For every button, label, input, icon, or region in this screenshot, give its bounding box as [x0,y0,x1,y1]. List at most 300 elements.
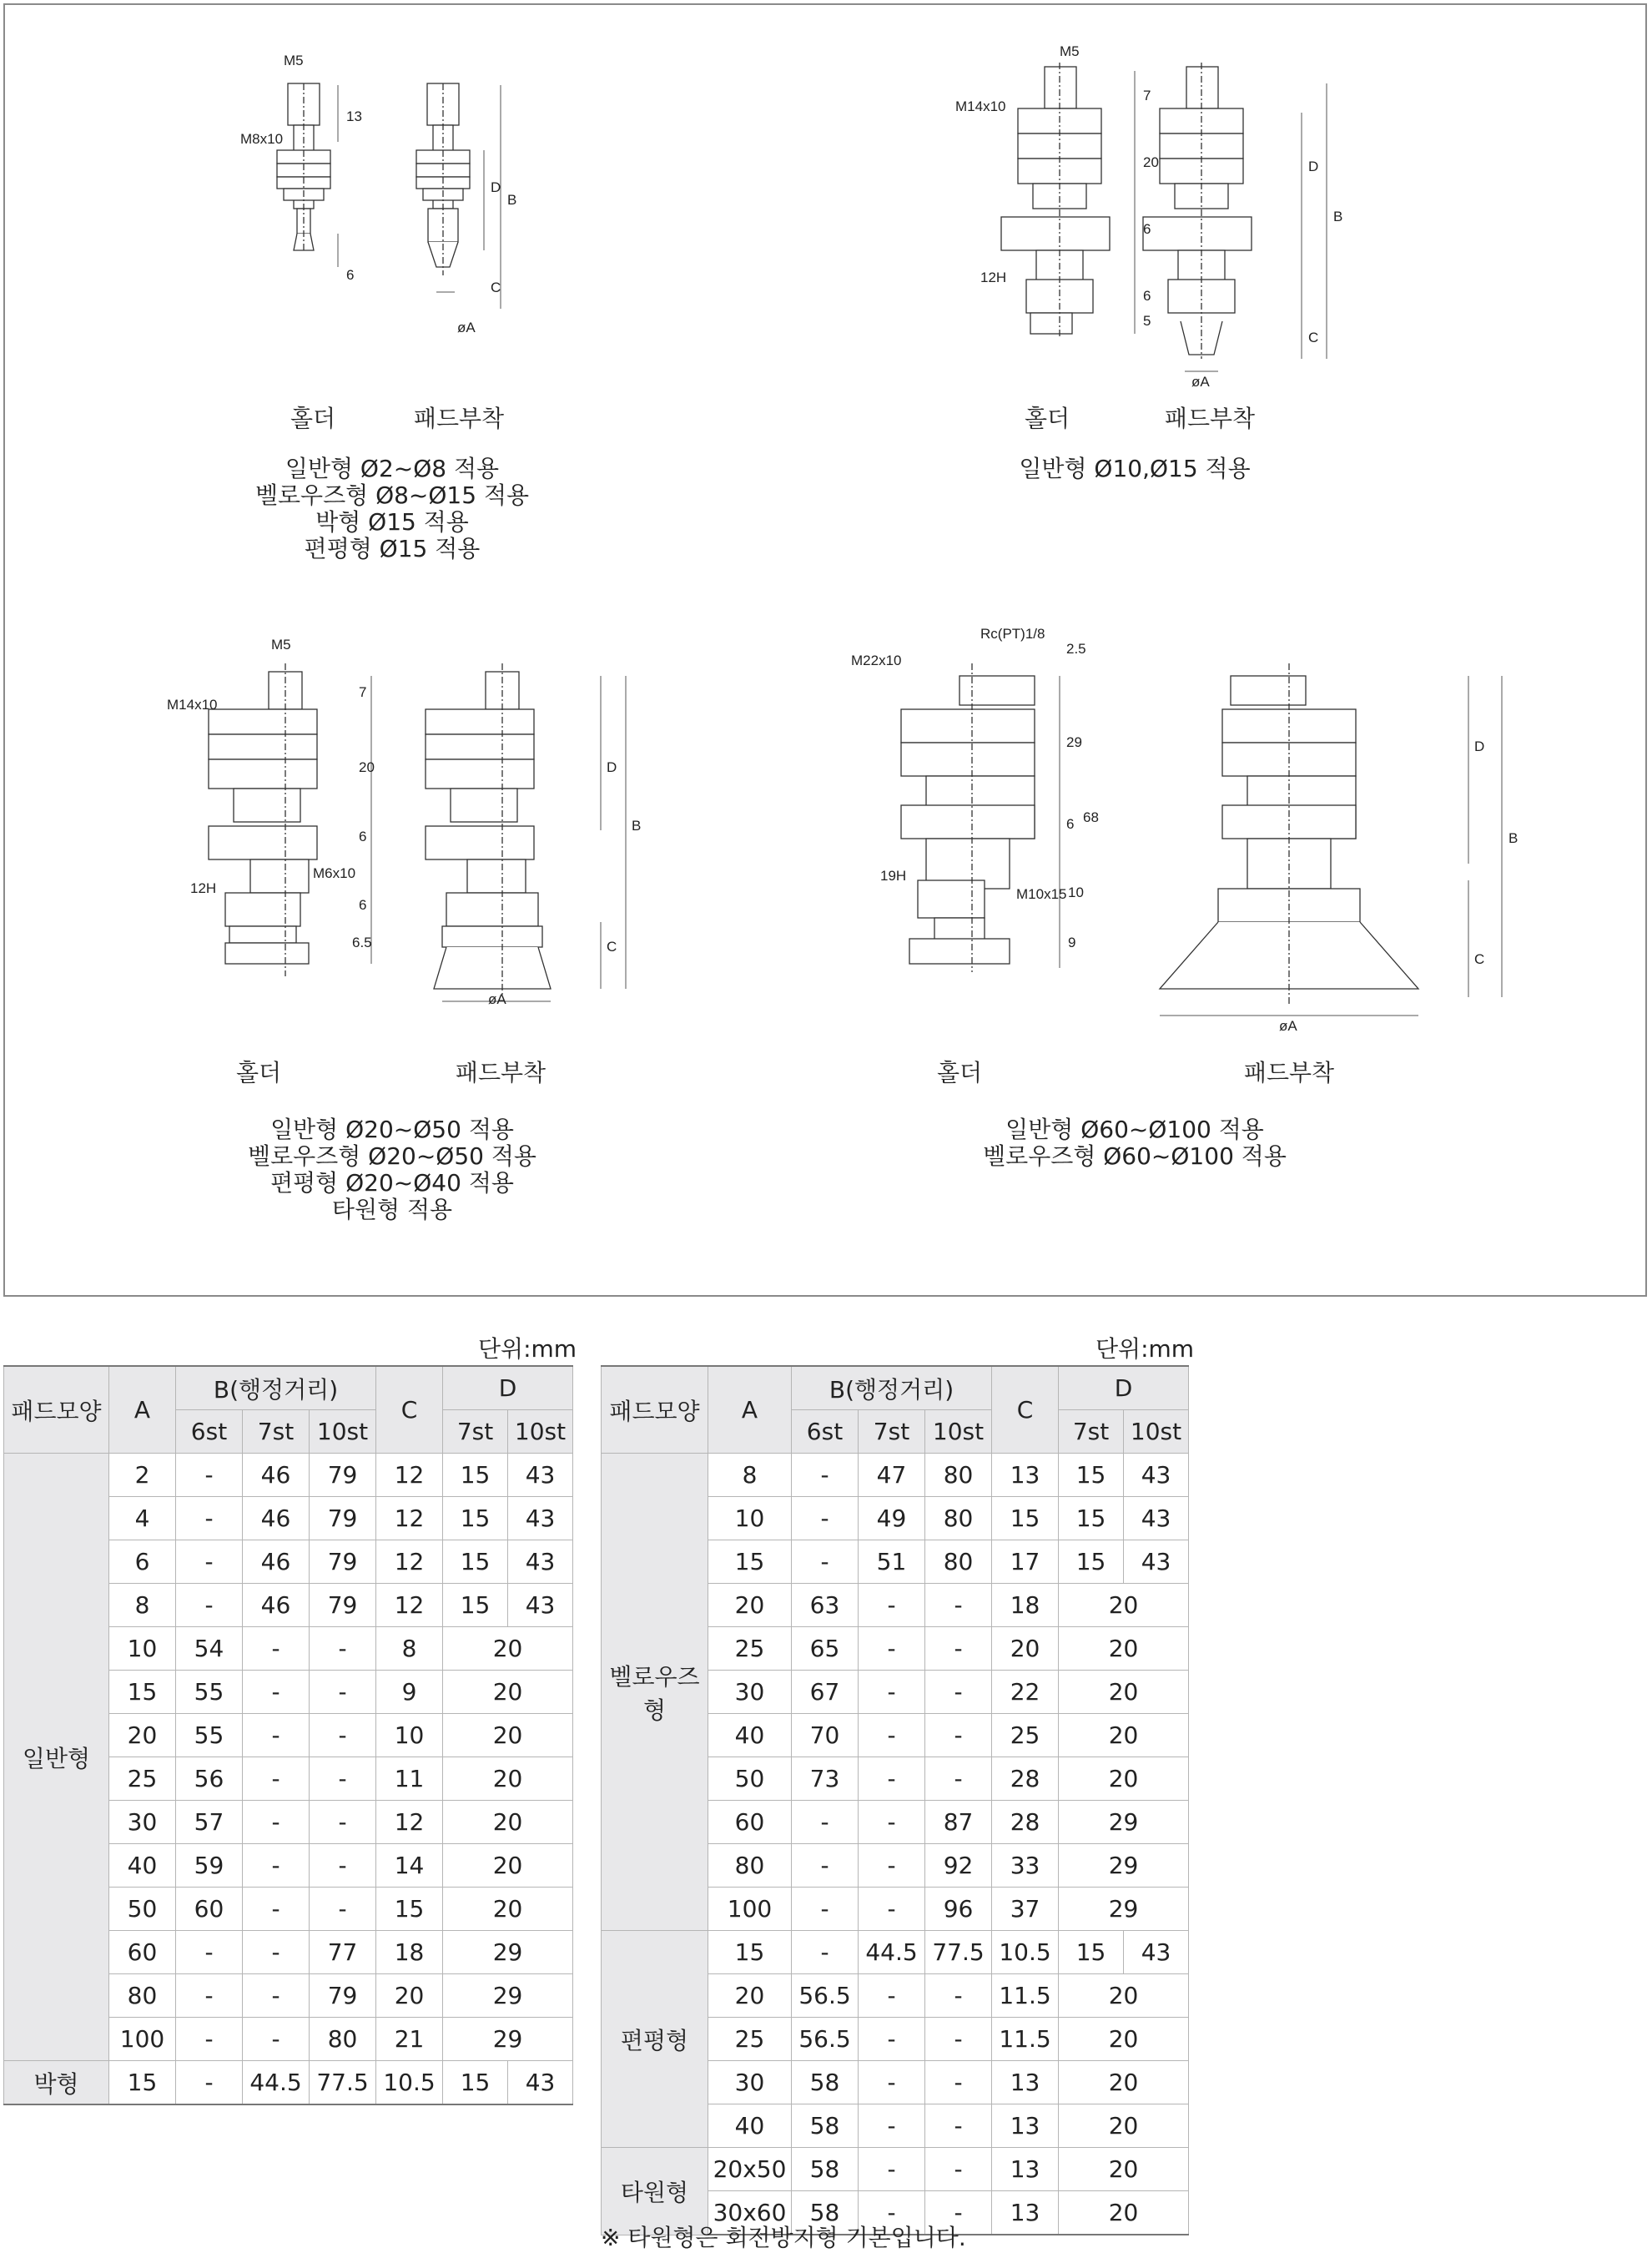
table-cell: 12 [376,1584,443,1627]
table-cell: 40 [109,1844,176,1888]
table-cell: 55 [176,1671,243,1714]
dim-d: D [607,759,617,775]
figure-3-drawing [159,626,659,1026]
table-cell: 60 [708,1801,792,1844]
table-cell: 43 [508,2061,573,2105]
figure-1-label-holder: 홀더 [290,405,336,432]
header-b-10st: 10st [310,1410,376,1454]
figure-3-note: 일반형 Ø20~Ø50 적용 [270,1116,514,1143]
table-cell: - [310,1627,376,1671]
table-cell: - [243,1844,310,1888]
table-row [4,2061,573,2105]
table-cell: - [925,1671,992,1714]
table-cell: - [925,1627,992,1671]
table-cell: 15 [1059,1931,1124,1974]
figure-2-notes [926,456,1343,482]
table-cell: 79 [310,1454,376,1497]
table-cell: 58 [792,2104,859,2148]
dim-9: 9 [1068,935,1076,950]
table-cell: 20 [1059,2018,1189,2061]
dim-6: 6 [359,829,367,844]
table-cell: 20 [1059,1584,1189,1627]
table-cell: 10 [109,1627,176,1671]
table-cell: 77.5 [925,1931,992,1974]
header-a: A [708,1366,792,1454]
table-cell: - [310,1844,376,1888]
table-cell: - [925,2018,992,2061]
table-cell: - [925,2148,992,2191]
figure-1-drawing [225,42,584,350]
table-cell: 20 [376,1974,443,2018]
table-cell: 44.5 [859,1931,925,1974]
table-cell: - [859,2018,925,2061]
header-d: D [443,1366,573,1410]
header-b-6st: 6st [176,1410,243,1454]
table-cell: - [176,1454,243,1497]
dim-d: D [1474,738,1485,754]
table-cell: - [925,1714,992,1757]
spec-table-left [3,1365,573,2105]
table-cell: 18 [376,1931,443,1974]
table-cell: 8 [376,1627,443,1671]
header-pad-shape: 패드모양 [602,1366,708,1454]
table-cell: 50 [708,1757,792,1801]
figure-4-drawing [834,613,1535,1039]
table-cell: 77 [310,1931,376,1974]
dim-c: C [1474,951,1485,967]
table-cell: 51 [859,1540,925,1584]
table-cell: - [859,1671,925,1714]
table-cell: 79 [310,1540,376,1584]
table-cell: 20 [1059,2191,1189,2235]
table-cell: 80 [310,2018,376,2061]
dim-m5: M5 [284,53,304,68]
table-cell: 20 [1059,1714,1189,1757]
table-cell: 20 [443,1714,573,1757]
dim-m14x10: M14x10 [955,98,1006,114]
table-cell: - [792,1454,859,1497]
table-cell: 96 [925,1888,992,1931]
dim-c: C [1308,330,1319,345]
table-cell: 49 [859,1497,925,1540]
table-cell: 20 [1059,1974,1189,2018]
table-cell: 67 [792,1671,859,1714]
table-cell: - [859,1584,925,1627]
header-b-7st: 7st [859,1410,925,1454]
table-cell: - [176,2061,243,2105]
table-cell: 30 [708,2061,792,2104]
table-cell: 11 [376,1757,443,1801]
table-cell: - [859,1757,925,1801]
table-cell: 30 [708,1671,792,1714]
table-cell: - [859,2104,925,2148]
table-cell: 60 [109,1931,176,1974]
table-cell: 4 [109,1497,176,1540]
table-cell: 46 [243,1454,310,1497]
table-cell: 29 [443,1974,573,2018]
table-cell: - [176,2018,243,2061]
table-cell: 10.5 [376,2061,443,2105]
table-cell: - [792,1844,859,1888]
table-cell: 40 [708,1714,792,1757]
figure-1-note: 편평형 Ø15 적용 [304,535,481,562]
table-cell: 92 [925,1844,992,1888]
figure-1-note: 박형 Ø15 적용 [315,508,469,536]
table-cell: 25 [708,1627,792,1671]
table-cell: 43 [508,1540,573,1584]
figure-3-label-holder: 홀더 [235,1059,282,1086]
table-cell: 58 [792,2061,859,2104]
unit-label-right: 단위:mm [1095,1335,1195,1363]
table-cell: 73 [792,1757,859,1801]
table-cell: 65 [792,1627,859,1671]
table-cell: - [859,2148,925,2191]
dim-7: 7 [359,684,367,700]
table-cell: 15 [708,1931,792,1974]
table-cell: - [859,1888,925,1931]
table-cell: 12 [376,1497,443,1540]
dim-12h: 12H [190,880,217,896]
dim-m5: M5 [271,637,291,653]
dim-m10x15: M10x15 [1016,886,1067,902]
figure-1-label-pad: 패드부착 [413,405,505,432]
table-cell: - [176,1584,243,1627]
dim-6: 6 [1143,221,1151,237]
dim-b: B [632,818,642,834]
table-cell: 15 [109,1671,176,1714]
table-cell: 20 [1059,1671,1189,1714]
dim-b: B [1508,830,1519,846]
table-cell: 29 [1059,1844,1189,1888]
figure-3-note: 벨로우즈형 Ø20~Ø50 적용 [248,1142,536,1170]
dim-c: C [607,939,617,955]
table-cell: - [176,1540,243,1584]
dim-oa: øA [488,991,506,1007]
dim-6: 6 [1143,288,1151,304]
table-cell: 57 [176,1801,243,1844]
table-cell: 43 [508,1454,573,1497]
table-cell: 10 [376,1714,443,1757]
table-cell: 43 [508,1497,573,1540]
table-cell: - [243,2018,310,2061]
figure-3-note: 타원형 적용 [331,1196,453,1223]
table-cell: - [310,1671,376,1714]
dim-20: 20 [359,759,375,775]
table-cell: 21 [376,2018,443,2061]
table-cell: 8 [708,1454,792,1497]
table-cell: - [925,2191,992,2235]
figure-1-note: 일반형 Ø2~Ø8 적용 [285,455,500,482]
table-cell: 20 [1059,2104,1189,2148]
table-cell: 46 [243,1497,310,1540]
table-cell: 30 [109,1801,176,1844]
header-b-6st: 6st [792,1410,859,1454]
table-cell: 15 [376,1888,443,1931]
table-cell: 15 [443,1540,508,1584]
table-cell: 29 [1059,1888,1189,1931]
table-cell: 20 [992,1627,1059,1671]
table-cell: 18 [992,1584,1059,1627]
table-cell: - [792,1888,859,1931]
table-row [602,2148,1189,2191]
table-cell: 58 [792,2148,859,2191]
table-cell: 59 [176,1844,243,1888]
dim-68: 68 [1083,809,1099,825]
table-cell: - [310,1888,376,1931]
table-cell: 20 [109,1714,176,1757]
dim-5: 5 [1143,313,1151,329]
dim-m5: M5 [1060,43,1080,59]
dim-6: 6 [359,897,367,913]
figure-3-note: 편평형 Ø20~Ø40 적용 [270,1169,514,1197]
figure-1-notes [184,456,601,562]
table-cell: 29 [443,2018,573,2061]
dim-d: D [491,179,501,195]
table-cell: 13 [992,2148,1059,2191]
dim-rc-pt: Rc(PT)1/8 [980,626,1045,642]
table-cell: - [859,1627,925,1671]
table-cell: 15 [443,2061,508,2105]
table-row [602,1931,1189,1974]
dim-m8x10: M8x10 [240,131,284,147]
dim-6: 6 [346,267,355,283]
figure-1-note: 벨로우즈형 Ø8~Ø15 적용 [254,481,530,509]
table-cell: 43 [1124,1454,1189,1497]
table-cell: 20 [1059,1627,1189,1671]
table-cell: 44.5 [243,2061,310,2105]
table-cell: 80 [109,1974,176,2018]
header-b-7st: 7st [243,1410,310,1454]
table-cell: - [243,1888,310,1931]
figure-2-drawing [943,38,1410,396]
figure-3-notes [184,1116,601,1223]
figure-4-label-holder: 홀더 [936,1059,983,1086]
table-cell: - [243,1627,310,1671]
table-cell: 25 [992,1714,1059,1757]
table-cell: - [243,1974,310,2018]
table-cell: - [243,1757,310,1801]
table-cell: - [310,1801,376,1844]
table-cell: 43 [1124,1540,1189,1584]
table-cell: - [859,2061,925,2104]
table-cell: - [792,1497,859,1540]
dim-c: C [491,280,501,295]
header-b: B(행정거리) [792,1366,992,1410]
table-cell: 55 [176,1714,243,1757]
table-cell: 100 [708,1888,792,1931]
table-cell: - [925,1757,992,1801]
header-d-7st: 7st [443,1410,508,1454]
table-cell: 10 [708,1497,792,1540]
dim-13: 13 [346,108,362,124]
table-cell: - [859,1974,925,2018]
table-cell: - [243,1714,310,1757]
pad-shape-cell: 타원형 [602,2148,708,2235]
header-pad-shape: 패드모양 [4,1366,109,1454]
dim-20: 20 [1143,154,1159,170]
table-cell: 80 [925,1454,992,1497]
dim-12h: 12H [980,270,1007,285]
table-cell: 12 [376,1454,443,1497]
table-cell: - [310,1714,376,1757]
table-cell: 79 [310,1974,376,2018]
table-cell: 54 [176,1627,243,1671]
table-cell: 14 [376,1844,443,1888]
table-cell: 20 [708,1974,792,2018]
table-cell: 11.5 [992,2018,1059,2061]
table-row [4,1454,573,1497]
table-cell: - [925,2061,992,2104]
dim-oa: øA [1279,1018,1297,1034]
table-cell: - [176,1931,243,1974]
dim-6-5: 6.5 [352,935,372,950]
dim-oa: øA [1191,374,1210,390]
figure-3-label-pad: 패드부착 [455,1059,546,1086]
table-cell: 80 [925,1540,992,1584]
table-cell: - [176,1974,243,2018]
table-cell: 13 [992,2061,1059,2104]
table-cell: 15 [443,1497,508,1540]
header-b: B(행정거리) [176,1366,376,1410]
table-cell: 20 [443,1627,573,1671]
pad-shape-cell: 일반형 [4,1454,109,2061]
table-cell: 15 [109,2061,176,2105]
header-c: C [376,1366,443,1454]
table-cell: 11.5 [992,1974,1059,2018]
table-cell: 87 [925,1801,992,1844]
table-cell: 56 [176,1757,243,1801]
table-cell: - [792,1801,859,1844]
table-cell: 29 [443,1931,573,1974]
table-cell: 43 [1124,1497,1189,1540]
table-cell: 12 [376,1540,443,1584]
dim-6: 6 [1066,816,1075,832]
dim-19h: 19H [880,868,907,884]
table-cell: 8 [109,1584,176,1627]
table-cell: 29 [1059,1801,1189,1844]
table-cell: - [925,2104,992,2148]
table-cell: 20 [1059,2061,1189,2104]
spec-table-right [601,1365,1189,2235]
table-cell: 20 [1059,2148,1189,2191]
dim-2-5: 2.5 [1066,641,1086,657]
table-cell: 17 [992,1540,1059,1584]
figure-2-label-pad: 패드부착 [1164,405,1256,432]
dim-29: 29 [1066,734,1082,750]
header-d-10st: 10st [508,1410,573,1454]
table-cell: 37 [992,1888,1059,1931]
dim-b: B [507,192,517,208]
table-cell: 43 [1124,1931,1189,1974]
table-cell: 63 [792,1584,859,1627]
dim-10: 10 [1068,885,1084,900]
table-cell: 79 [310,1497,376,1540]
dim-m6x10: M6x10 [313,865,356,881]
table-cell: 20 [443,1801,573,1844]
table-cell: 15 [992,1497,1059,1540]
table-cell: - [859,1801,925,1844]
table-cell: 28 [992,1801,1059,1844]
table-cell: 2 [109,1454,176,1497]
table-cell: 79 [310,1584,376,1627]
pad-shape-cell: 벨로우즈형 [602,1454,708,1931]
table-cell: - [792,1540,859,1584]
figure-4-note: 벨로우즈형 Ø60~Ø100 적용 [983,1142,1287,1170]
dim-d: D [1308,159,1319,174]
table-cell: 20 [443,1757,573,1801]
dim-oa: øA [457,320,476,335]
table-cell: 20 [443,1671,573,1714]
table-cell: 20 [1059,1757,1189,1801]
dim-m22x10: M22x10 [851,653,902,668]
table-cell: - [859,2191,925,2235]
table-cell: 25 [708,2018,792,2061]
header-d-10st: 10st [1124,1410,1189,1454]
table-cell: 77.5 [310,2061,376,2105]
table-cell: - [310,1757,376,1801]
table-cell: 12 [376,1801,443,1844]
table-cell: 30x60 [708,2191,792,2235]
table-cell: 70 [792,1714,859,1757]
header-d: D [1059,1366,1189,1410]
figure-2-label-holder: 홀더 [1024,405,1070,432]
table-cell: 15 [708,1540,792,1584]
table-cell: 56.5 [792,2018,859,2061]
table-cell: 58 [792,2191,859,2235]
figure-4-note: 일반형 Ø60~Ø100 적용 [1005,1116,1264,1143]
table-cell: 20 [443,1888,573,1931]
table-cell: 56.5 [792,1974,859,2018]
header-a: A [109,1366,176,1454]
table-cell: 9 [376,1671,443,1714]
table-cell: 46 [243,1540,310,1584]
table-cell: 15 [1059,1454,1124,1497]
table-cell: 40 [708,2104,792,2148]
dim-m14x10: M14x10 [167,697,218,713]
table-cell: 13 [992,2104,1059,2148]
table-cell: 60 [176,1888,243,1931]
table-cell: 20 [708,1584,792,1627]
figure-4-label-pad: 패드부착 [1243,1059,1335,1086]
header-b-10st: 10st [925,1410,992,1454]
dim-b: B [1333,209,1343,224]
table-cell: 15 [1059,1540,1124,1584]
figure-2-note: 일반형 Ø10,Ø15 적용 [1019,455,1251,482]
table-cell: 10.5 [992,1931,1059,1974]
header-c: C [992,1366,1059,1454]
table-cell: 80 [925,1497,992,1540]
table-cell: 33 [992,1844,1059,1888]
table-cell: - [243,1671,310,1714]
table-cell: - [792,1931,859,1974]
table-cell: 100 [109,2018,176,2061]
table-cell: 22 [992,1671,1059,1714]
figure-4-notes [926,1116,1343,1170]
unit-label-left: 단위:mm [478,1335,577,1363]
table-cell: 13 [992,2191,1059,2235]
table-cell: 50 [109,1888,176,1931]
table-cell: 80 [708,1844,792,1888]
table-cell: 15 [443,1454,508,1497]
header-d-7st: 7st [1059,1410,1124,1454]
table-cell: 20 [443,1844,573,1888]
table-cell: - [243,1801,310,1844]
table-cell: 47 [859,1454,925,1497]
table-cell: 46 [243,1584,310,1627]
table-cell: 13 [992,1454,1059,1497]
table-row [602,1454,1189,1497]
pad-shape-cell: 박형 [4,2061,109,2105]
